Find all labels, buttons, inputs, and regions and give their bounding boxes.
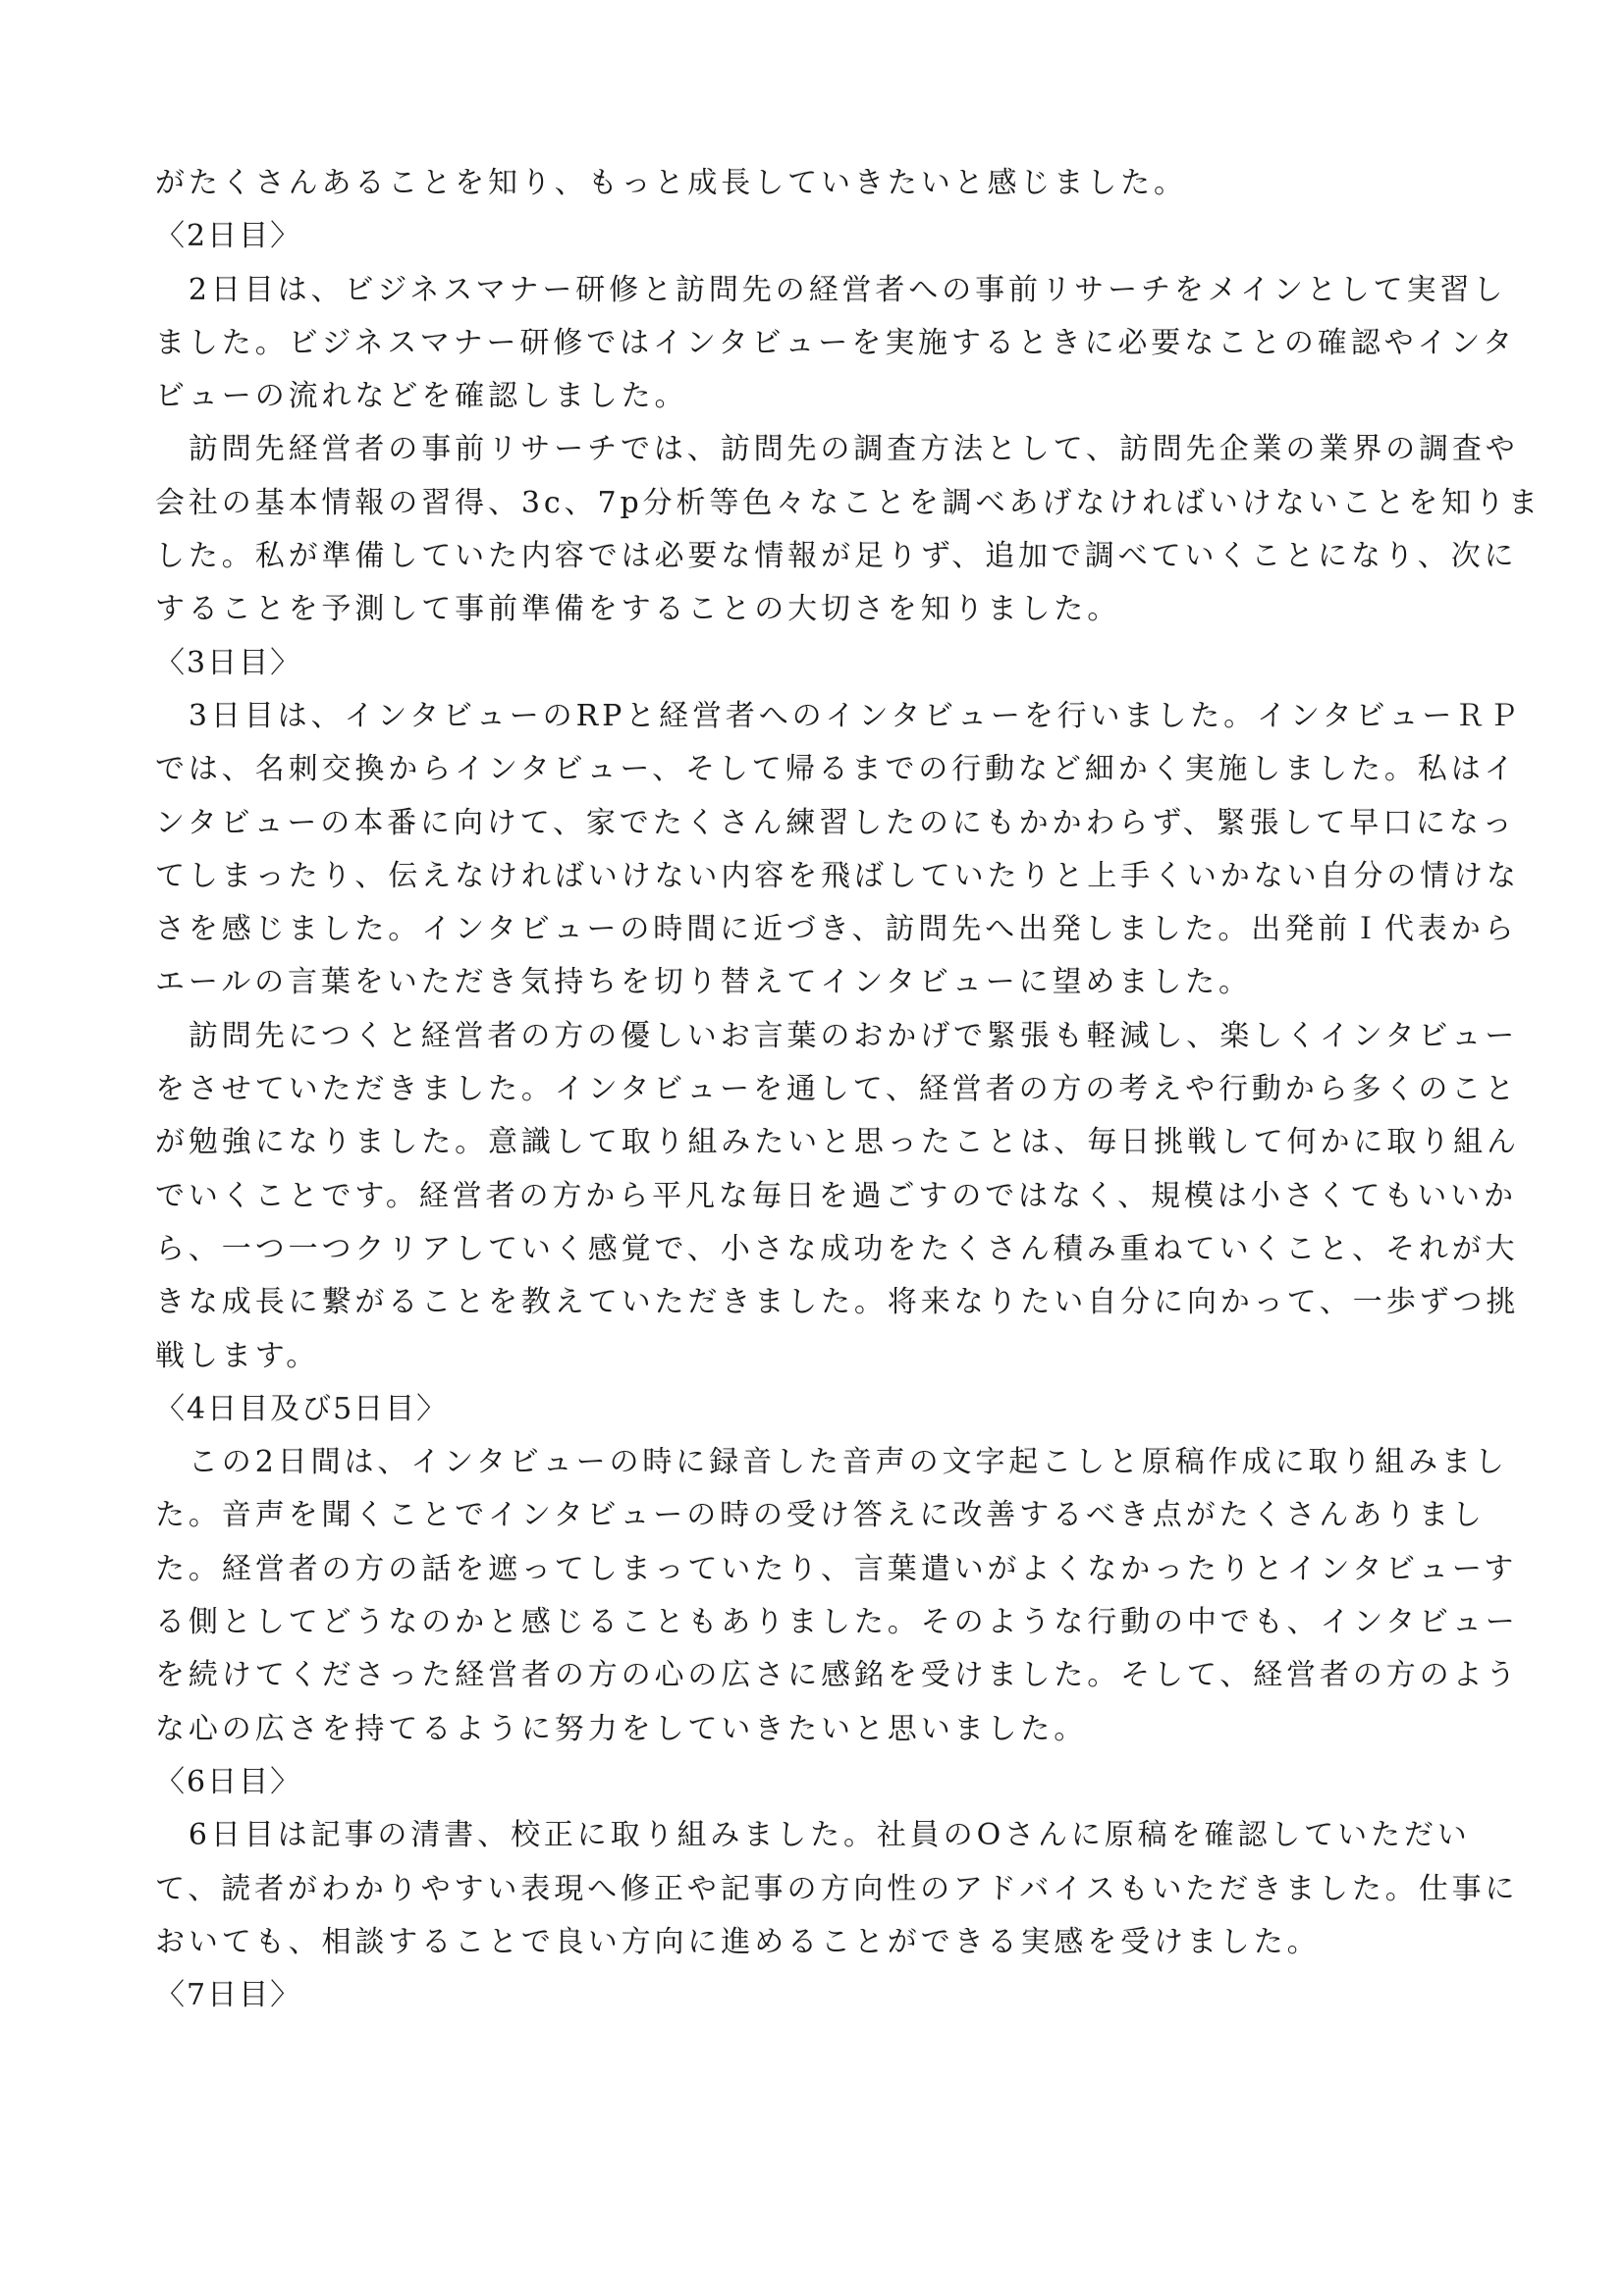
text-line: ら、一つ一つクリアしていく感覚で、小さな成功をたくさん積み重ねていくこと、それが大 <box>155 1231 1519 1266</box>
text-line: 訪問先につくと経営者の方の優しいお言葉のおかげで緊張も軽減し、楽しくインタビュー <box>155 1018 1519 1053</box>
section-heading-day3: 〈3日目〉 <box>155 645 302 680</box>
text-line: を続けてくださった経営者の方の心の広さに感銘を受けました。そして、経営者の方のよう <box>155 1658 1520 1693</box>
text-line: ました。ビジネスマナー研修ではインタビューを実施するときに必要なことの確認やインタ <box>155 325 1516 360</box>
text-line: ビューの流れなどを確認しました。 <box>155 379 688 414</box>
text-line: 2日目は、ビジネスマナー研修と訪問先の経営者への事前リサーチをメインとして実習し <box>155 272 1507 307</box>
section-heading-day4-5: 〈4日目及び5日目〉 <box>155 1391 449 1426</box>
report-body <box>155 157 1542 2022</box>
text-line: した。私が準備していた内容では必要な情報が足りず、追加で調べていくことになり、次に <box>155 539 1518 574</box>
text-line: おいても、相談することで良い方向に進めることができる実感を受けました。 <box>155 1924 1321 1959</box>
text-line: 会社の基本情報の習得、3c、7p分析等色々なことを調べあげなければいけないことを知りま <box>155 485 1542 520</box>
text-line: さを感じました。インタビューの時間に近づき、訪問先へ出発しました。出発前Ｉ代表から <box>155 912 1518 947</box>
section-heading-day6: 〈6日目〉 <box>155 1764 302 1799</box>
section-heading-day7: 〈7日目〉 <box>155 1978 302 2013</box>
text-line: が勉強になりました。意識して取り組みたいと思ったことは、毎日挑戦して何かに取り組ん <box>155 1125 1520 1160</box>
text-line: 訪問先経営者の事前リサーチでは、訪問先の調査方法として、訪問先企業の業界の調査や <box>155 432 1519 467</box>
text-line: た。経営者の方の話を遮ってしまっていたり、言葉遣いがよくなかったりとインタビューす <box>155 1551 1518 1586</box>
text-line: た。音声を聞くことでインタビューの時の受け答えに改善するべき点がたくさんありまし <box>155 1498 1486 1533</box>
section-heading-day2: 〈2日目〉 <box>155 219 302 254</box>
text-line: 6日目は記事の清書、校正に取り組みました。社員のOさんに原稿を確認していただい <box>155 1818 1471 1853</box>
text-line: この2日間は、インタビューの時に録音した音声の文字起こしと原稿作成に取り組みまし <box>155 1445 1508 1480</box>
text-line: でいくことです。経営者の方から平凡な毎日を過ごすのではなく、規模は小さくてもいいか <box>155 1178 1517 1213</box>
text-line: 戦します。 <box>155 1338 320 1373</box>
text-line: て、読者がわかりやすい表現へ修正や記事の方向性のアドバイスもいただきました。仕事に <box>155 1871 1519 1906</box>
text-line: をさせていただきました。インタビューを通して、経営者の方の考えや行動から多くのこと <box>155 1072 1519 1107</box>
text-line: では、名刺交換からインタビュー、そして帰るまでの行動など細かく実施しました。私はイ <box>155 752 1518 787</box>
text-line: ンタビューの本番に向けて、家でたくさん練習したのにもかかわらず、緊張して早口になっ <box>155 805 1516 840</box>
text-line: 3日目は、インタビューのRPと経営者へのインタビューを行いました。インタビューＲＰ <box>155 698 1523 733</box>
text-line: することを予測して事前準備をすることの大切さを知りました。 <box>155 592 1121 627</box>
text-line: がたくさんあることを知り、もっと成長していきたいと感じました。 <box>155 166 1187 200</box>
text-line: てしまったり、伝えなければいけない内容を飛ばしていたりと上手くいかない自分の情けな <box>155 858 1520 893</box>
text-line: きな成長に繋がることを教えていただきました。将来なりたい自分に向かって、一歩ずつ挑 <box>155 1285 1520 1320</box>
text-line: る側としてどうなのかと感じることもありました。そのような行動の中でも、インタビュー <box>155 1605 1519 1640</box>
text-line: な心の広さを持てるように努力をしていきたいと思いました。 <box>155 1711 1088 1746</box>
text-line: エールの言葉をいただき気持ちを切り替えてインタビューに望めました。 <box>155 965 1252 1000</box>
